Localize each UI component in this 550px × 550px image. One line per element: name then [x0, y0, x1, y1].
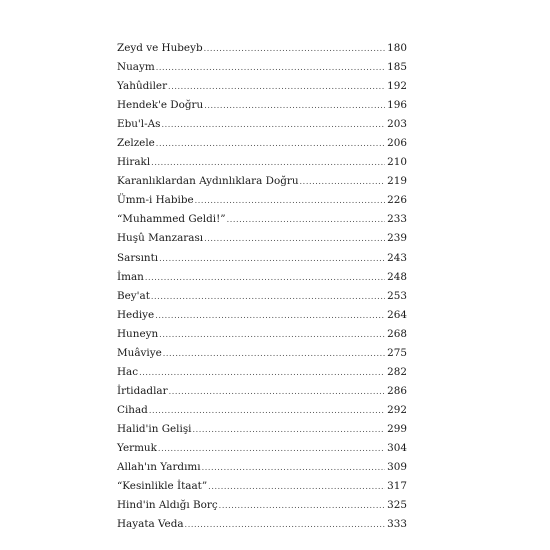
toc-entry-title: Huşû Manzarası — [117, 232, 204, 245]
toc-dot-leader — [208, 483, 385, 491]
toc-entry-page-number: 253 — [387, 289, 407, 302]
toc-entry-page-number: 282 — [387, 365, 407, 378]
toc-entry — [117, 137, 407, 156]
toc-entry — [117, 156, 407, 175]
toc-entry-title: Halid'in Gelişi — [117, 422, 192, 435]
toc-dot-leader — [159, 331, 385, 339]
toc-dot-leader — [192, 426, 385, 434]
toc-entry-page-number: 180 — [387, 42, 407, 54]
toc-entry — [117, 518, 407, 537]
toc-entry-page-number: 185 — [387, 61, 407, 74]
toc-entry-title: “Muhammed Geldi!” — [117, 213, 226, 226]
toc-dot-leader — [195, 197, 385, 205]
toc-entry — [117, 309, 407, 328]
toc-dot-leader — [204, 45, 385, 53]
toc-dot-leader — [151, 159, 385, 167]
toc-entry-page-number: 219 — [387, 175, 407, 188]
toc-entry-page-number: 233 — [387, 213, 407, 226]
toc-entry-page-number: 203 — [387, 118, 407, 131]
toc-dot-leader — [204, 235, 385, 243]
toc-dot-leader — [158, 445, 385, 453]
toc-dot-leader — [227, 216, 385, 224]
toc-entry-page-number: 196 — [387, 99, 407, 112]
toc-entry — [117, 80, 407, 99]
toc-entry — [117, 328, 407, 347]
toc-dot-leader — [145, 274, 385, 282]
toc-entry-title: İrtidadlar — [117, 384, 168, 397]
toc-entry — [117, 118, 407, 137]
toc-entry-title: Zelzele — [117, 137, 155, 150]
toc-entry-title: Yahûdiler — [117, 80, 168, 93]
toc-dot-leader — [169, 388, 385, 396]
toc-entry — [117, 423, 407, 442]
toc-entry — [117, 366, 407, 385]
table-of-contents — [117, 42, 407, 537]
toc-dot-leader — [156, 140, 385, 148]
toc-entry — [117, 271, 407, 290]
toc-entry-title: Hayata Veda — [117, 518, 184, 531]
toc-entry-title: Hind'in Aldığı Borç — [117, 499, 218, 512]
toc-entry-title: Ümm-i Habibe — [117, 194, 194, 207]
toc-dot-leader — [219, 502, 385, 510]
toc-entry — [117, 252, 407, 271]
toc-dot-leader — [149, 407, 385, 415]
toc-entry-title: Karanlıklardan Aydınlıklara Doğru — [117, 175, 299, 188]
toc-entry — [117, 385, 407, 404]
toc-entry-title: Muâviye — [117, 346, 162, 359]
toc-entry-title: Hendek'e Doğru — [117, 99, 204, 112]
toc-entry-page-number: 264 — [387, 308, 407, 321]
toc-entry-page-number: 309 — [387, 461, 407, 474]
toc-entry-page-number: 317 — [387, 480, 407, 493]
toc-entry-page-number: 210 — [387, 156, 407, 169]
toc-entry-page-number: 268 — [387, 327, 407, 340]
toc-entry-page-number: 226 — [387, 194, 407, 207]
toc-entry-page-number: 286 — [387, 384, 407, 397]
toc-entry-title: Sarsıntı — [117, 251, 159, 264]
toc-dot-leader — [185, 521, 385, 529]
toc-entry-page-number: 292 — [387, 403, 407, 416]
toc-entry-title: Nuaym — [117, 61, 155, 74]
toc-entry — [117, 42, 407, 61]
toc-entry-page-number: 248 — [387, 270, 407, 283]
toc-dot-leader — [156, 64, 385, 72]
toc-entry-page-number: 275 — [387, 346, 407, 359]
toc-entry-title: İman — [117, 270, 144, 283]
toc-dot-leader — [139, 369, 385, 377]
toc-entry-page-number: 243 — [387, 251, 407, 264]
toc-entry-page-number: 304 — [387, 441, 407, 454]
toc-entry — [117, 61, 407, 80]
toc-dot-leader — [202, 464, 385, 472]
toc-dot-leader — [161, 121, 385, 129]
toc-dot-leader — [168, 83, 385, 91]
toc-dot-leader — [159, 255, 385, 263]
toc-entry — [117, 461, 407, 480]
toc-entry — [117, 404, 407, 423]
toc-entry — [117, 194, 407, 213]
toc-entry-page-number: 239 — [387, 232, 407, 245]
toc-entry — [117, 213, 407, 232]
toc-entry — [117, 290, 407, 309]
toc-entry-page-number: 192 — [387, 80, 407, 93]
toc-entry-title: Zeyd ve Hubeyb — [117, 42, 203, 54]
toc-entry-page-number: 325 — [387, 499, 407, 512]
toc-entry-title: Hac — [117, 365, 139, 378]
toc-entry-title: Yermuk — [117, 441, 157, 454]
toc-dot-leader — [155, 312, 385, 320]
toc-entry-title: Hediye — [117, 308, 155, 321]
toc-entry-page-number: 333 — [387, 518, 407, 531]
toc-entry — [117, 499, 407, 518]
toc-entry — [117, 347, 407, 366]
toc-dot-leader — [204, 102, 385, 110]
toc-entry — [117, 480, 407, 499]
toc-dot-leader — [163, 350, 385, 358]
toc-dot-leader — [151, 293, 385, 301]
toc-entry-title: Bey'at — [117, 289, 150, 302]
toc-entry-title: “Kesinlikle İtaat” — [117, 480, 208, 493]
toc-dot-leader — [300, 178, 385, 186]
toc-entry-title: Huneyn — [117, 327, 159, 340]
toc-entry-title: Cihad — [117, 403, 148, 416]
toc-entry-page-number: 206 — [387, 137, 407, 150]
toc-entry-title: Hirakl — [117, 156, 151, 169]
toc-entry — [117, 442, 407, 461]
toc-entry — [117, 175, 407, 194]
toc-entry-title: Allah'ın Yardımı — [117, 461, 201, 474]
toc-entry — [117, 232, 407, 251]
toc-entry-page-number: 299 — [387, 422, 407, 435]
toc-entry — [117, 99, 407, 118]
toc-entry-title: Ebu'l-As — [117, 118, 161, 131]
